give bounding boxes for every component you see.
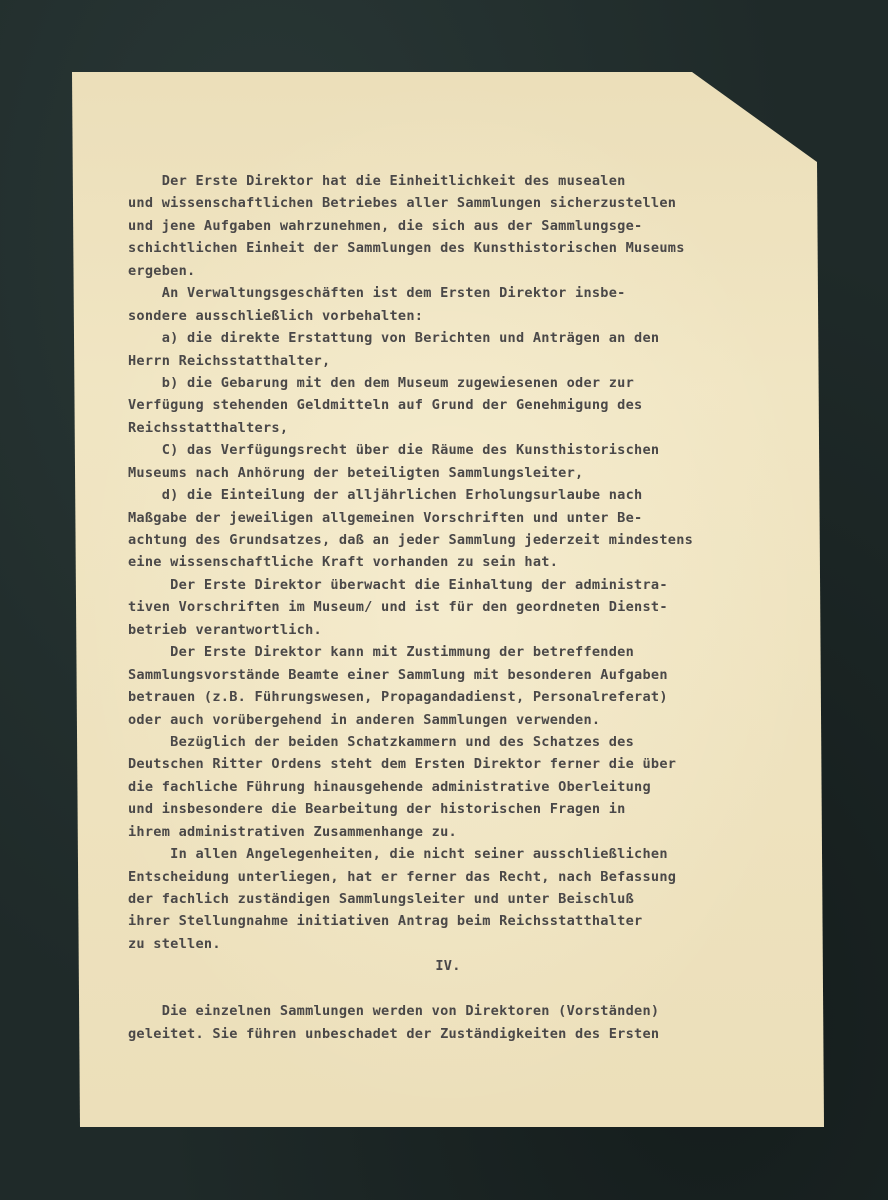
text-line: Der Erste Direktor hat die Einheitlichkeit des musealen (128, 173, 626, 189)
text-line: Die einzelnen Sammlungen werden von Direktoren (Vorständen) (128, 1003, 660, 1020)
text-line: ergeben. (128, 262, 196, 279)
text-line: ihrem administrativen Zusammenhange zu. (128, 823, 457, 840)
text-line: Deutschen Ritter Ordens steht dem Ersten Direktor ferner die über (128, 756, 677, 773)
text-line: In allen Angelegenheiten, die nicht seiner ausschließlichen (128, 846, 668, 863)
text-line: Reichsstatthalters, (128, 419, 289, 436)
text-line: C) das Verfügungsrecht über die Räume des Kunsthistorischen (128, 442, 660, 459)
text-line: geleitet. Sie führen unbeschadet der Zuständigkeiten des Ersten (128, 1025, 660, 1042)
text-line: und insbesondere die Bearbeitung der historischen Fragen in (128, 801, 626, 818)
text-line: Der Erste Direktor überwacht die Einhaltung der administra- (128, 576, 668, 593)
text-line: Entscheidung unterliegen, hat er ferner das Recht, nach Befassung (128, 868, 677, 885)
typed-text (128, 170, 818, 1045)
text-line: oder auch vorübergehend in anderen Sammlungen verwenden. (128, 711, 601, 728)
text-line: eine wissenschaftliche Kraft vorhanden zu sein hat. (128, 554, 559, 571)
text-line: Maßgabe der jeweiligen allgemeinen Vorschriften und unter Be- (128, 509, 643, 526)
text-line: tiven Vorschriften im Museum/ und ist für den geordneten Dienst- (128, 599, 668, 616)
text-line: zu stellen. (128, 935, 221, 952)
text-line: und wissenschaftlichen Betriebes aller Sammlungen sicherzustellen (128, 195, 677, 212)
text-line: betrieb verantwortlich. (128, 621, 322, 638)
text-line: a) die direkte Erstattung von Berichten und Anträgen an den (128, 330, 660, 347)
text-line: die fachliche Führung hinausgehende administrative Oberleitung (128, 778, 651, 795)
text-line: Herrn Reichsstatthalter, (128, 352, 331, 369)
text-line: sondere ausschließlich vorbehalten: (128, 307, 424, 324)
text-line: ihrer Stellungnahme initiativen Antrag beim Reichsstatthalter (128, 913, 643, 930)
text-line: Der Erste Direktor kann mit Zustimmung der betreffenden (128, 644, 635, 661)
text-line: An Verwaltungsgeschäften ist dem Ersten Direktor insbe- (128, 285, 626, 302)
text-line: Verfügung stehenden Geldmitteln auf Grund der Genehmigung des (128, 397, 643, 414)
text-line: Bezüglich der beiden Schatzkammern und des Schatzes des (128, 733, 635, 750)
text-line: Museums nach Anhörung der beteiligten Sammlungsleiter, (128, 464, 584, 481)
text-line: d) die Einteilung der alljährlichen Erholungsurlaube nach (128, 487, 643, 504)
text-line: schichtlichen Einheit der Sammlungen des Kunsthistorischen Museums (128, 240, 685, 257)
text-line: betrauen (z.B. Führungswesen, Propagandadienst, Personalreferat) (128, 689, 668, 706)
text-line: Sammlungsvorstände Beamte einer Sammlung mit besonderen Aufgaben (128, 666, 668, 683)
section-heading: IV. (435, 958, 461, 975)
text-line: und jene Aufgaben wahrzunehmen, die sich aus der Sammlungsge- (128, 217, 643, 234)
text-line: b) die Gebarung mit den dem Museum zugewiesenen oder zur (128, 374, 635, 391)
text-line: achtung des Grundsatzes, daß an jeder Sammlung jederzeit mindestens (128, 532, 694, 548)
blank-line (128, 978, 818, 1000)
text-line: der fachlich zuständigen Sammlungsleiter und unter Beischluß (128, 891, 635, 907)
